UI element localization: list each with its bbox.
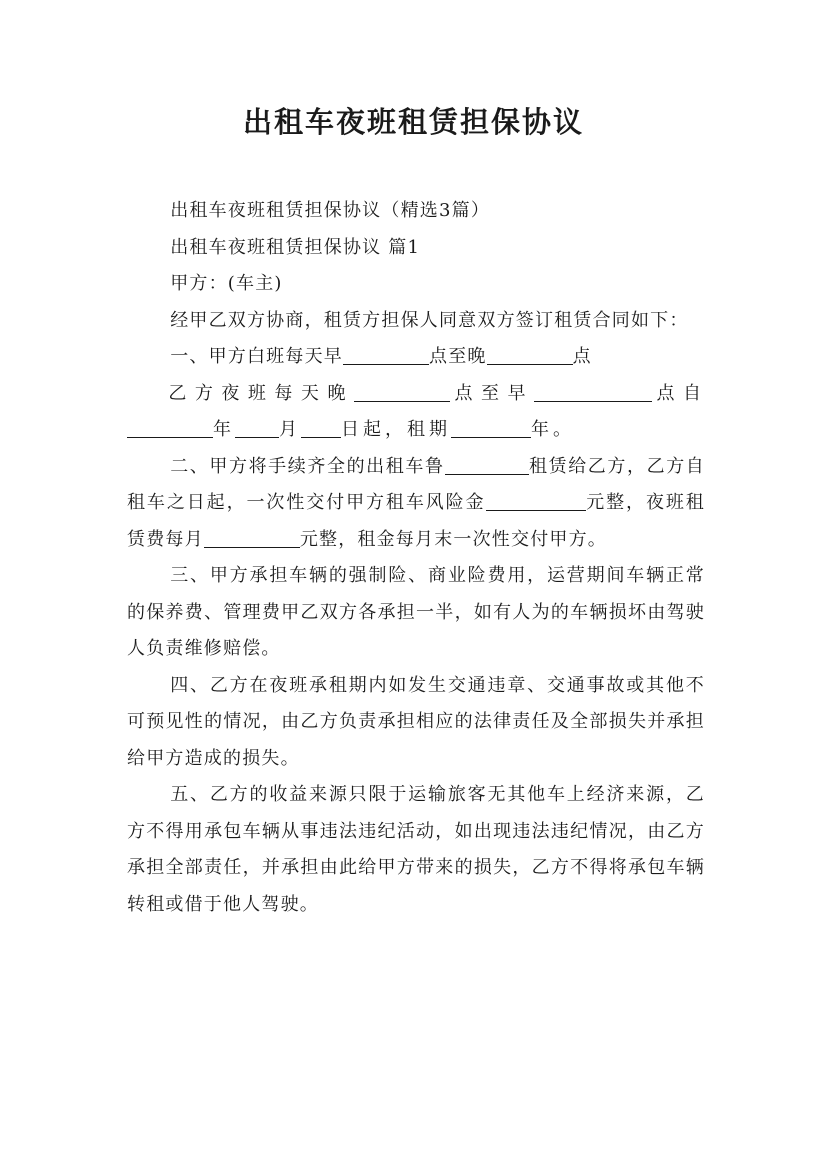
blank-field xyxy=(235,417,279,438)
blank-field xyxy=(486,490,586,511)
blank-field xyxy=(354,381,450,402)
clause-3: 三、甲方承担车辆的强制险、商业险费用，运营期间车辆正常的保养费、管理费甲乙双方各承担一半，如有人为的车辆损坏由驾驶人负责维修赔偿。 xyxy=(127,565,705,659)
clause-1: 一、甲方白班每天早 点至晚 点 xyxy=(170,346,592,367)
blank-field xyxy=(127,417,213,438)
clause-4: 四、乙方在夜班承租期内如发生交通违章、交通事故或其他不可预见性的情况，由乙方负责承担相应的法律责任及全部损失并承担给甲方造成的损失。 xyxy=(127,674,705,769)
blank-field xyxy=(204,527,300,548)
section-heading: 出租车夜班租赁担保协议 篇1 xyxy=(170,236,421,258)
party-a: 甲方：(车主) xyxy=(170,273,283,294)
clause-2: 二、甲方将手续齐全的出租车鲁 租赁给乙方，乙方自租车之日起，一次性交付甲方租车风险金 元整，夜班租赁费每月 元整，租金每月末一次性交付甲方。 xyxy=(127,455,705,550)
blank-field xyxy=(487,344,573,365)
blank-field xyxy=(343,344,429,365)
blank-field xyxy=(534,381,652,402)
blank-field xyxy=(301,417,341,438)
clause-5: 五、乙方的收益来源只限于运输旅客无其他车上经济来源，乙方不得用承包车辆从事违法违纪活动，如出现违法违纪情况，由乙方承担全部责任，并承担由此给甲方带来的损失，乙方不得将承包车辆转租或借于他人驾驶。 xyxy=(127,784,705,915)
subtitle: 出租车夜班租赁担保协议（精选3篇） xyxy=(170,200,491,221)
blank-field xyxy=(451,417,531,438)
blank-field xyxy=(445,454,529,475)
document-body xyxy=(127,193,705,923)
intro-paragraph: 经甲乙双方协商，租赁方担保人同意双方签订租赁合同如下： xyxy=(170,309,689,331)
clause-1b: 乙方夜班每天晚 点至早 点自年 月 日起，租期 年。 xyxy=(127,376,705,449)
document-title: 出租车夜班租赁担保协议 xyxy=(242,105,584,139)
